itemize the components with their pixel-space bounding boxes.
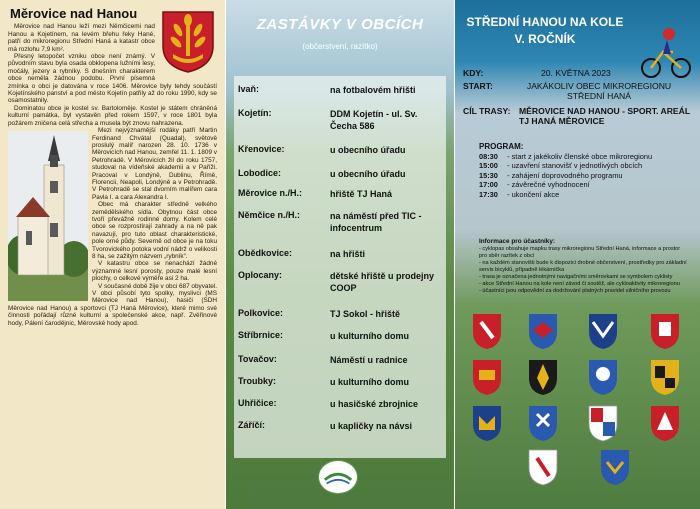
program-item: 15:00 - uzavření stanovišť v jednotlivých obcích (479, 161, 643, 171)
left-paragraph: V současné době žije v obci 687 obyvatel. V obci působí tyto spolky, myslivci (MS Měrovice nad Hanou), hasiči (SDH Měrovice nad Hanou) a sportovci (TJ Haná Měrovice), které mimo své činnosti pořádají různé kulturní a společenské akce, např. Zvěřinové hody, Pálení čarodějnic, Měrovské hody apod. (8, 282, 218, 327)
left-paragraph: Dominatou obce je kostel sv. Bartoloměje. Kostel je státem chráněná kulturní památka, byl vystavěn před rokem 1597, v roce 1801 byla požárem zničena celá střecha a musela být znovu nahrazena. (8, 104, 217, 127)
participants-title: Informace pro účastníky: (479, 238, 555, 245)
program-list (479, 152, 689, 199)
village-crest-icon (527, 312, 559, 350)
village-crest-icon (471, 404, 503, 442)
left-paragraph: Obec má charakter středně velkého zemědělského sídla. Obytnou část obce tvoří převážně rodinné domy. Kolem celé obce se rozprostírají zahrady a na ně pak navazují, pro tuto oblast charakteristické, pole orné půdy. Severně od obce je na toku Tvorovického potoka vodní nádrž o velikosti 8 ha, se zažitým názvem „rybník“. (92, 201, 217, 260)
village-crest-icon (527, 448, 559, 486)
program-item: 15:30 - zahájení doprovodného programu (479, 170, 623, 180)
program-item: 17:00 - závěrečné vyhodnocení (479, 180, 590, 190)
village-crest-icon (527, 404, 559, 442)
merovice-crest-icon (159, 8, 217, 74)
program-item: 08:30 - start z jakékoliv členské obce mikroregionu (479, 152, 653, 161)
left-paragraph: Přesný letopočet vzniku obce není známý. V původním stavu byla osada obklopena lužními lesy, močály, jezery a rybníky. S dnešním charakterem obce neměla žádnou podobu. První písemná zmínka o obci je datována v roce 1406. Měrovice byly tehdy součástí Kojetínského panství a pod město Kojetín patřily až do roku 1990, kdy se osamostatnily. (8, 53, 217, 105)
participants-list (479, 246, 689, 295)
left-title: Měrovice nad Hanou (10, 6, 138, 21)
left-paragraph: V katastru obce se nenachází žádné významné lesní porosty, pouze malé lesní plochy, o celkové výměře asi 2 ha. (92, 260, 217, 283)
village-crest-icon (587, 312, 619, 350)
start-value: JAKÁKOLIV OBEC MIKROREGIONU STŘEDNÍ HANÁ (526, 81, 672, 101)
event-year-line: V. ROČNÍK (514, 32, 576, 46)
participants-item: - akce Střední Hanou na kole není závod či soutěž, ale cykloaktivity mikroregionu (479, 281, 680, 287)
village-crest-icon (471, 312, 503, 350)
village-crest-icon (649, 404, 681, 442)
village-crest-icon (587, 404, 619, 442)
microregion-logo-icon (318, 460, 358, 494)
village-crests (469, 312, 695, 502)
middle-panel (226, 0, 454, 509)
program-item: 17:30 - ukončení akce (479, 189, 560, 199)
event-title-line: STŘEDNÍ HANOU NA KOLE (466, 15, 624, 29)
village-crest-icon (599, 448, 631, 486)
village-crest-icon (649, 312, 681, 350)
stops-list: Ivaň: na fotbalovém hřišti Kojetín: DDM Kojetín - ul. Sv. Čecha 586 Křenovice: u obecního úřadu Lobodice: u obecního úřadu Měrovice n./H.: hřiště TJ Haná Němčice n./H.: na náměstí před TIC - infocentrum Obědkovice: na hřišti Oplocany: dětské hřiště u prodejny COOP Polkovice: TJ Sokol - hřiště Stříbrnice: u kulturního domu Tovačov: Náměstí u radnice Troubky: u kulturního domu Uhřičice: u hasičské zbrojnice Záříčí: u kapličky na návsi (234, 76, 446, 458)
participants-item: - cyklopas obsahuje mapku trasy mikroregionu Střední Haná, informace a prostor pro sběr razítek z obcí (479, 246, 681, 259)
left-paragraph: Mezi nejvýznamější rodáky patří Martin Ferdinand Chvátal (Quadal), světově proslulý malíř narozen 28. 10. 1736 v Měrovicích nad Hanou, zemřel 11. 1. 1809 v Petrohradě. V Měrovicích žil do roku 1757, studoval na vídeňské akademii a v Paříži. Pracoval v Londýně, Dublinu, Římě, Florencii, Neapoli, Londýně a v Petrohradě. V Petrohradě se stal dvorním malířem cara Pavla I. a cara Alexandra I. (92, 127, 217, 201)
village-crest-icon (471, 358, 503, 396)
when-label: KDY: (463, 68, 484, 78)
church-photo-icon (8, 131, 88, 301)
finish-label: CÍL TRASY: (463, 106, 511, 116)
when-value: 20. KVĚTNA 2023 (541, 68, 611, 78)
program-title: PROGRAM: (479, 142, 524, 151)
finish-value: MĚROVICE NAD HANOU - SPORT. AREÁL TJ HANÁ MĚROVICE (519, 106, 690, 126)
participants-item: - trasa je označena jednotnými navigačními směrovkami se symbolem cyklisty (479, 274, 673, 280)
start-label: START: (463, 81, 493, 91)
left-paragraph: Měrovice nad Hanou leží mezi Němčicemi nad Hanou a Kojetínem, na levém břehu řeky Hané, patří do mikroregionu Střední Haná a katastr obce má rozlohu 7,9 km². (8, 23, 155, 53)
stops-subtitle: (občerstvení, razítko) (302, 42, 378, 51)
village-crest-icon (649, 358, 681, 396)
village-crest-icon (587, 358, 619, 396)
participants-item: - účastníci jsou odpovědní za dodržování platných pravidel silničního provozu (479, 288, 671, 294)
left-panel (0, 0, 225, 509)
participants-item: - na každém stanovišti bude k dispozici drobné občerstvení, prostředky pro základní servis bicyklů, případně lékárnička (479, 260, 687, 273)
right-panel (455, 0, 700, 509)
event-title (455, 14, 635, 48)
stops-title: ZASTÁVKY V OBCÍCH (256, 16, 424, 33)
village-crest-icon (527, 358, 559, 396)
